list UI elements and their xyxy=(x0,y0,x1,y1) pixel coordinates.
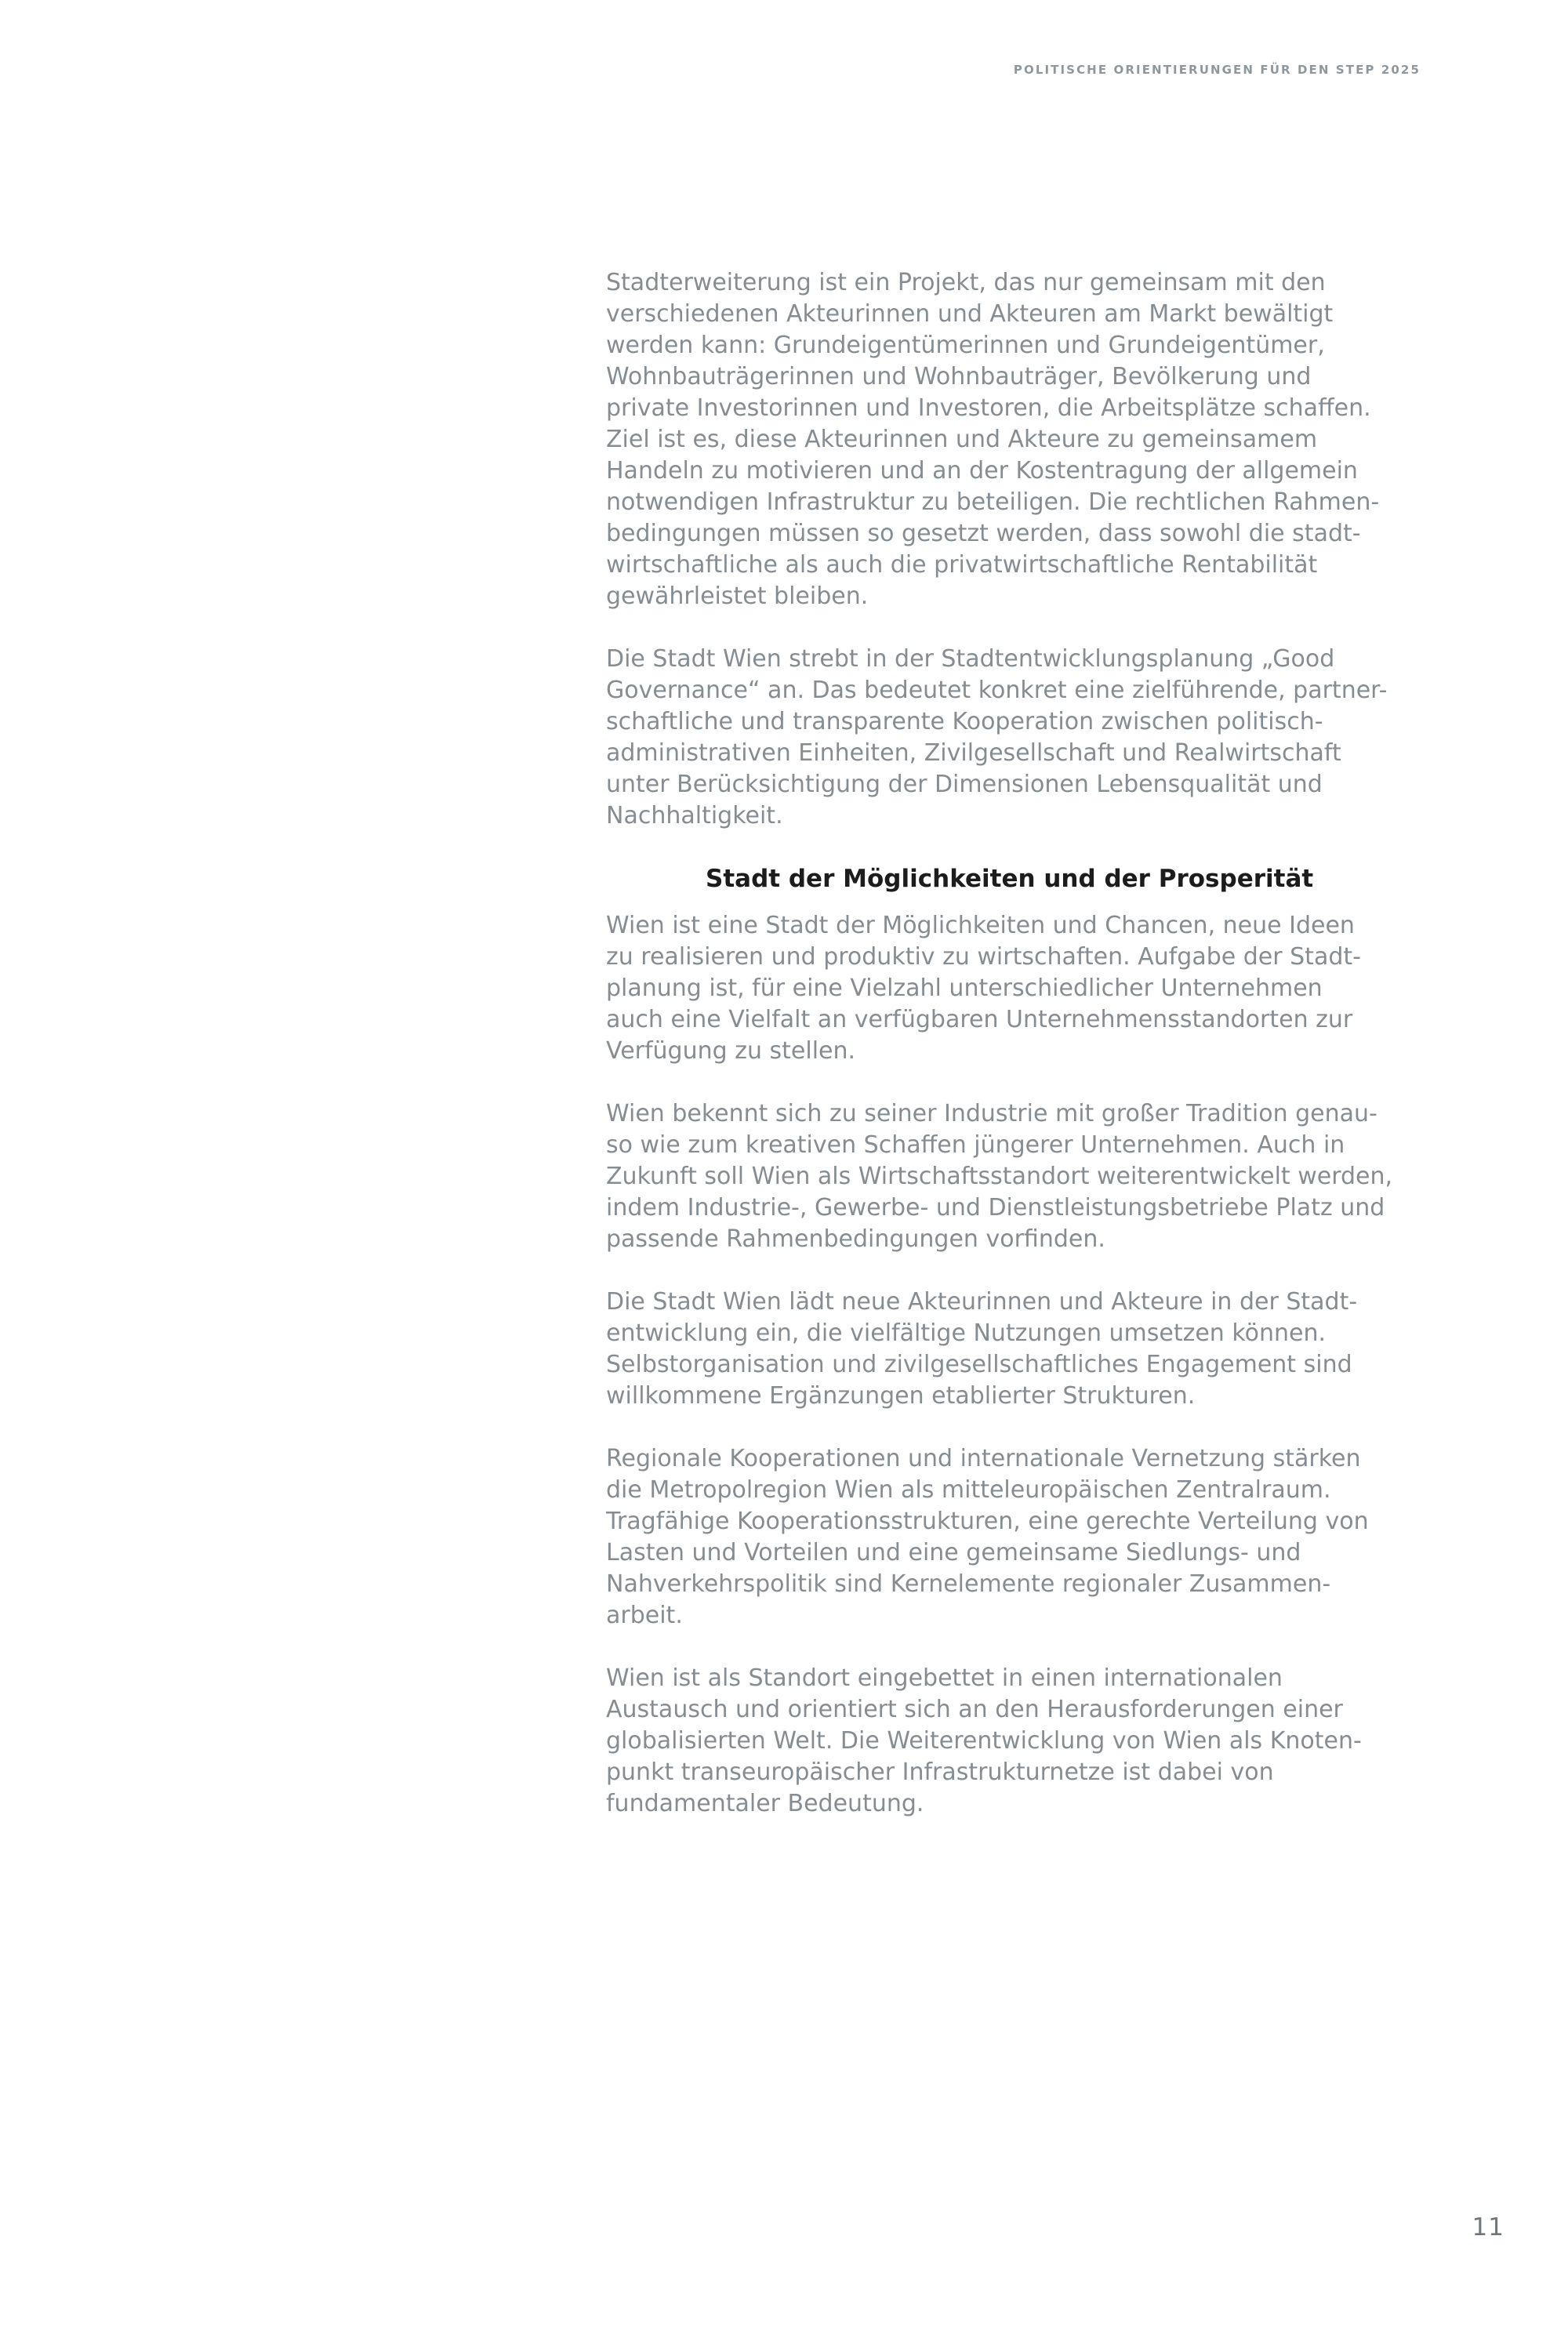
paragraph-line: punkt transeuropäischer Infrastrukturnetze ist dabei von xyxy=(606,1759,1274,1786)
paragraph-line: entwicklung ein, die vielfältige Nutzungen umsetzen können. xyxy=(606,1319,1327,1347)
paragraph-line: Tragfähige Kooperationsstrukturen, eine gerechte Verteilung von xyxy=(606,1508,1369,1535)
paragraph-line: Nachhaltigkeit. xyxy=(606,802,783,829)
paragraph xyxy=(606,1443,1468,1632)
paragraph-line: fundamentaler Bedeutung. xyxy=(606,1790,924,1817)
paragraph-line: passende Rahmenbedingungen vorfinden. xyxy=(606,1225,1105,1253)
paragraph-spacer xyxy=(606,1412,1468,1443)
section-heading: Stadt der Möglichkeiten und der Prosperität xyxy=(706,865,1314,893)
paragraph-line: Wien ist als Standort eingebettet in einen internationalen xyxy=(606,1664,1283,1692)
paragraph-line: Verfügung zu stellen. xyxy=(606,1037,856,1065)
body-text xyxy=(606,267,1468,1820)
paragraph-line: arbeit. xyxy=(606,1602,683,1629)
paragraph xyxy=(606,910,1468,1067)
paragraph xyxy=(606,644,1468,832)
paragraph-line: so wie zum kreativen Schaffen jüngerer Unternehmen. Auch in xyxy=(606,1131,1345,1159)
section-spacer xyxy=(606,832,1468,863)
paragraph xyxy=(606,1287,1468,1412)
paragraph-line: Wien ist eine Stadt der Möglichkeiten und Chancen, neue Ideen xyxy=(606,912,1355,939)
paragraph-line: private Investorinnen und Investoren, die Arbeitsplätze schaffen. xyxy=(606,394,1371,422)
paragraph-line: indem Industrie-, Gewerbe- und Dienstleistungsbetriebe Platz und xyxy=(606,1194,1385,1221)
paragraph xyxy=(606,1098,1468,1255)
paragraph-line: Die Stadt Wien strebt in der Stadtentwicklungsplanung „Good xyxy=(606,645,1335,673)
prosperity-section xyxy=(606,910,1468,1820)
paragraph-line: Handeln zu motivieren und an der Kostentragung der allgemein xyxy=(606,457,1358,485)
paragraph-line: wirtschaftliche als auch die privatwirtschaftliche Rentabilität xyxy=(606,551,1318,579)
paragraph-line: Selbstorganisation und zivilgesellschaftliches Engagement sind xyxy=(606,1351,1352,1378)
paragraph-line: Wien bekennt sich zu seiner Industrie mit großer Tradition genau- xyxy=(606,1100,1377,1127)
paragraph-line: auch eine Vielfalt an verfügbaren Unternehmensstandorten zur xyxy=(606,1006,1353,1033)
paragraph xyxy=(606,267,1468,612)
paragraph-line: werden kann: Grundeigentümerinnen und Grundeigentümer, xyxy=(606,332,1325,359)
paragraph-line: bedingungen müssen so gesetzt werden, dass sowohl die stadt- xyxy=(606,520,1361,547)
paragraph-line: globalisierten Welt. Die Weiterentwicklung von Wien als Knoten- xyxy=(606,1727,1362,1755)
paragraph xyxy=(606,1663,1468,1820)
paragraph-line: Governance“ an. Das bedeutet konkret eine zielführende, partner- xyxy=(606,677,1388,704)
paragraph-line: Ziel ist es, diese Akteurinnen und Akteure zu gemeinsamem xyxy=(606,426,1318,453)
paragraph-line: Lasten und Vorteilen und eine gemeinsame Siedlungs- und xyxy=(606,1539,1301,1566)
paragraph-spacer xyxy=(606,1067,1468,1098)
paragraph-line: Wohnbauträgerinnen und Wohnbauträger, Bevölkerung und xyxy=(606,363,1312,390)
intro-section xyxy=(606,267,1468,832)
page-number: 11 xyxy=(1472,2213,1504,2241)
paragraph-line: die Metropolregion Wien als mitteleuropäischen Zentralraum. xyxy=(606,1476,1331,1504)
paragraph-line: Austausch und orientiert sich an den Herausforderungen einer xyxy=(606,1696,1343,1723)
paragraph-line: gewährleistet bleiben. xyxy=(606,583,869,610)
paragraph-line: zu realisieren und produktiv zu wirtschaften. Aufgabe der Stadt- xyxy=(606,943,1361,971)
paragraph-spacer xyxy=(606,612,1468,644)
paragraph-line: Zukunft soll Wien als Wirtschaftsstandort weiterentwickelt werden, xyxy=(606,1163,1393,1190)
paragraph-line: Stadterweiterung ist ein Projekt, das nur gemeinsam mit den xyxy=(606,269,1326,296)
paragraph-line: Nahverkehrspolitik sind Kernelemente regionaler Zusammen- xyxy=(606,1570,1331,1598)
paragraph-line: administrativen Einheiten, Zivilgesellschaft und Realwirtschaft xyxy=(606,739,1341,767)
paragraph-spacer xyxy=(606,1255,1468,1287)
paragraph-line: Regionale Kooperationen und internationale Vernetzung stärken xyxy=(606,1445,1361,1472)
paragraph-line: notwendigen Infrastruktur zu beteiligen. Die rechtlichen Rahmen- xyxy=(606,488,1380,516)
paragraph-line: schaftliche und transparente Kooperation zwischen politisch- xyxy=(606,708,1323,735)
running-header: POLITISCHE ORIENTIERUNGEN FÜR DEN STEP 2025 xyxy=(1013,63,1421,77)
heading-spacer xyxy=(606,895,1468,910)
paragraph-line: planung ist, für eine Vielzahl unterschiedlicher Unternehmen xyxy=(606,975,1323,1002)
paragraph-line: unter Berücksichtigung der Dimensionen Lebensqualität und xyxy=(606,771,1323,798)
paragraph-spacer xyxy=(606,1632,1468,1663)
paragraph-line: Die Stadt Wien lädt neue Akteurinnen und Akteure in der Stadt- xyxy=(606,1288,1358,1316)
paragraph-line: willkommene Ergänzungen etablierter Strukturen. xyxy=(606,1382,1196,1410)
paragraph-line: verschiedenen Akteurinnen und Akteuren am Markt bewältigt xyxy=(606,300,1334,328)
